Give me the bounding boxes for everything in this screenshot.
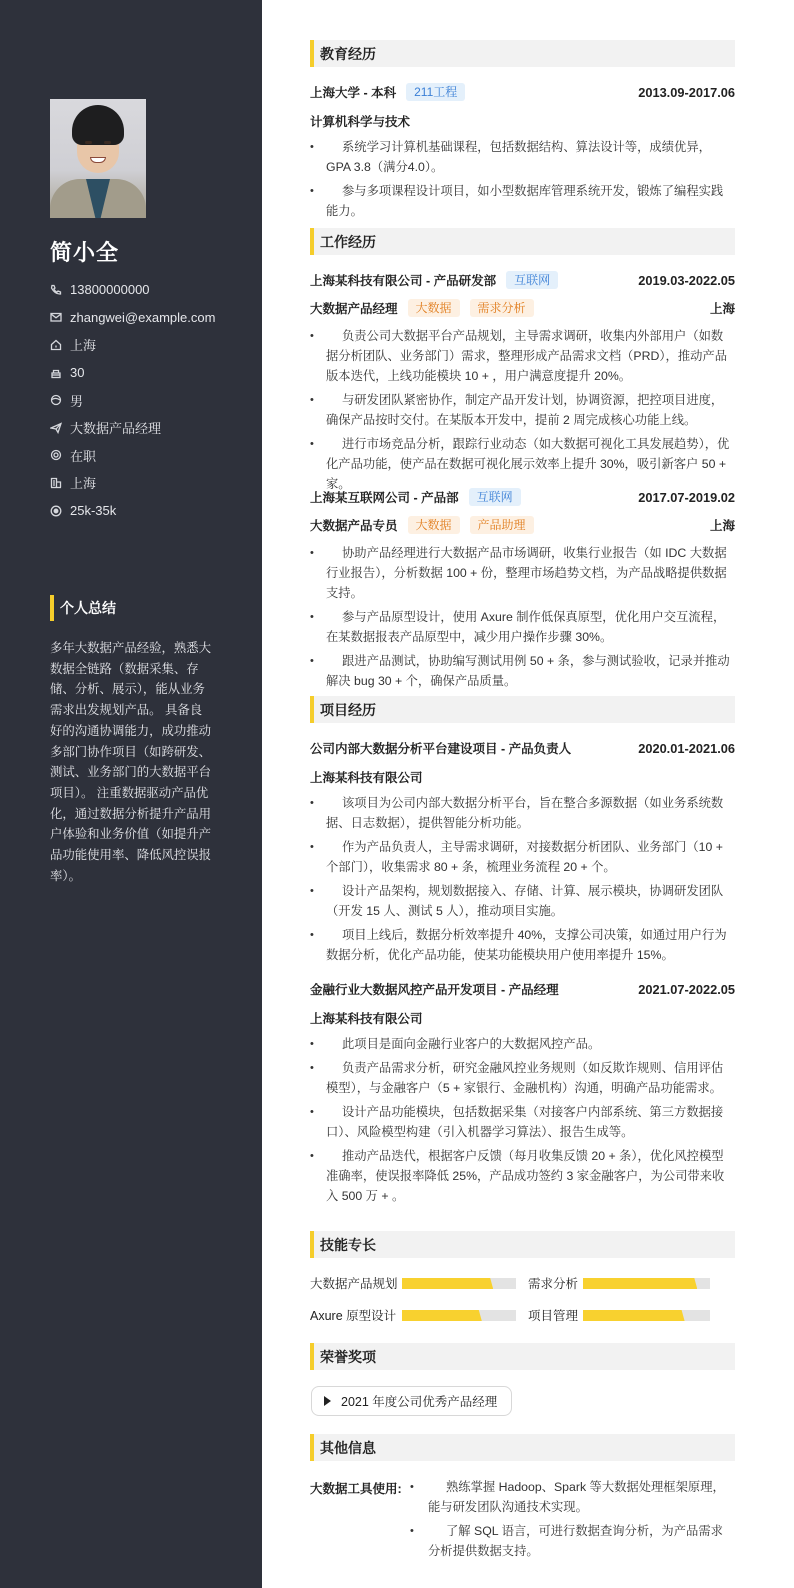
education-major: 计算机科学与技术 — [310, 115, 411, 129]
info-city: 上海 — [50, 469, 215, 497]
list-item: • 参与产品原型设计，使用 Axure 制作低保真原型，优化用户交互流程，在某数据报表产品原型中，减少用户操作步骤 30%。 — [326, 607, 735, 647]
project-2-bullets — [310, 1034, 735, 1210]
summary-text: 多年大数据产品经验，熟悉大数据全链路（数据采集、存储、分析、展示），能从业务需求出发规划产品。 具备良好的沟通协调能力，成功推动多部门协作项目（如跨研发、测试、业务部门的大数据平台项目）。 注重数据驱动产品优化，通过数据分析提升产品用户体验和业务价值（如提升产品功能使用率、降低风控误报率）。 — [50, 641, 212, 883]
accent-bar — [310, 1434, 314, 1461]
salary-icon — [50, 505, 62, 517]
section-education-heading: 教育经历 — [310, 40, 735, 67]
skill-bar — [583, 1278, 710, 1289]
award-item[interactable]: 2021 年度公司优秀产品经理 — [311, 1386, 512, 1416]
section-awards-heading: 荣誉奖项 — [310, 1343, 735, 1370]
info-job: 大数据产品经理 — [50, 414, 215, 442]
role-tag: 需求分析 — [470, 299, 534, 317]
list-item: • 协助产品经理进行大数据产品市场调研，收集行业报告（如 IDC 大数据行业报告），分析数据 100 + 份，整理市场趋势文档，为产品战略提供数据支持。 — [326, 543, 735, 603]
avatar — [50, 99, 146, 218]
gender-icon — [50, 394, 62, 406]
mail-icon — [50, 311, 62, 323]
contact-info-list — [50, 276, 215, 524]
job-company: 上海某互联网公司 - 产品部 — [310, 491, 459, 505]
accent-bar — [50, 595, 54, 621]
info-email: zhangwei@example.com — [50, 304, 215, 332]
accent-bar — [310, 696, 314, 723]
job-2-bullets — [310, 543, 735, 695]
profile-name: 简小全 — [50, 240, 120, 265]
role-tag: 产品助理 — [470, 516, 534, 534]
skill-bar — [583, 1310, 710, 1321]
section-other-heading: 其他信息 — [310, 1434, 735, 1461]
job-role: 大数据产品经理 — [310, 302, 398, 316]
project-name: 公司内部大数据分析平台建设项目 - 产品负责人 — [310, 742, 572, 756]
status-icon — [50, 449, 62, 461]
list-item: • 了解 SQL 语言，可进行数据查询分析，为产品需求分析提供数据支持。 — [428, 1521, 735, 1561]
job-1-role-row — [310, 298, 735, 318]
list-item: • 设计产品架构，规划数据接入、存储、计算、展示模块，协调研发团队（开发 15 人、测试 5 人），推动项目实施。 — [326, 881, 735, 921]
skill-bar — [402, 1278, 516, 1289]
job-role: 大数据产品专员 — [310, 519, 398, 533]
list-item: • 熟练掌握 Hadoop、Spark 等大数据处理框架原理，能与研发团队沟通技术实现。 — [428, 1477, 735, 1517]
list-item: • 进行市场竞品分析，跟踪行业动态（如大数据可视化工具发展趋势），优化产品功能，使产品在数据可视化展示效率上提升 30%，吸引新客户 50 + 家。 — [326, 434, 735, 494]
list-item: • 负责产品需求分析，研究金融风控业务规则（如反欺诈规则、信用评估模型），与金融客户（5 + 家银行、金融机构）沟通，明确产品功能需求。 — [326, 1058, 735, 1098]
project-1-bullets — [310, 793, 735, 969]
summary-heading: 个人总结 — [50, 595, 116, 621]
job-1-header — [310, 270, 735, 290]
list-item: • 参与多项课程设计项目，如小型数据库管理系统开发，锻炼了编程实践能力。 — [326, 181, 735, 221]
phone-icon — [50, 284, 62, 296]
sidebar — [0, 0, 262, 1588]
play-triangle-icon — [324, 1396, 331, 1406]
skill-bar — [402, 1310, 516, 1321]
section-projects-heading: 项目经历 — [310, 696, 735, 723]
info-salary: 25k-35k — [50, 497, 215, 525]
list-item: • 作为产品负责人，主导需求调研，对接数据分析团队、业务部门（10 + 个部门），收集需求 80 + 条，梳理业务流程 20 + 个。 — [326, 837, 735, 877]
education-row — [310, 82, 735, 102]
role-tag: 大数据 — [408, 516, 460, 534]
industry-tag: 互联网 — [469, 488, 521, 506]
other-bullets — [410, 1477, 735, 1565]
list-item: • 跟进产品测试，协助编写测试用例 50 + 条，参与测试验收，记录并推动解决 bug 30 + 个，确保产品质量。 — [326, 651, 735, 691]
skill-item: 需求分析 — [528, 1277, 579, 1291]
section-work-heading: 工作经历 — [310, 228, 735, 255]
other-label: 大数据工具使用: — [310, 1482, 402, 1496]
accent-bar — [310, 1231, 314, 1258]
age-icon — [50, 367, 62, 379]
list-item: • 此项目是面向金融行业客户的大数据风控产品。 — [326, 1034, 735, 1054]
list-item: • 项目上线后，数据分析效率提升 40%，支撑公司决策，如通过用户行为数据分析，优化产品功能，使某功能模块用户使用率提升 15%。 — [326, 925, 735, 965]
home-icon — [50, 339, 62, 351]
skill-item: Axure 原型设计 — [310, 1309, 397, 1323]
education-period: 2013.09-2017.06 — [638, 84, 735, 100]
accent-bar — [310, 1343, 314, 1370]
list-item: • 推动产品迭代，根据客户反馈（每月收集反馈 20 + 条），优化风控模型准确率，使误报率降低 25%，产品成功签约 3 家金融客户，为公司带来收入 500 万 + 。 — [326, 1146, 735, 1206]
list-item: • 设计产品功能模块，包括数据采集（对接客户内部系统、第三方数据接口）、风险模型构建（引入机器学习算法）、报告生成等。 — [326, 1102, 735, 1142]
project-company: 上海某科技有限公司 — [310, 1012, 423, 1026]
section-skills-heading: 技能专长 — [310, 1231, 735, 1258]
job-location: 上海 — [709, 519, 735, 533]
skill-item: 大数据产品规划 — [310, 1277, 398, 1291]
project-company: 上海某科技有限公司 — [310, 771, 423, 785]
role-tag: 大数据 — [408, 299, 460, 317]
job-company: 上海某科技有限公司 - 产品研发部 — [310, 274, 497, 288]
job-location: 上海 — [709, 302, 735, 316]
accent-bar — [310, 40, 314, 67]
project-period: 2021.07-2022.05 — [638, 981, 735, 997]
list-item: • 负责公司大数据平台产品规划，主导需求调研，收集内外部用户（如数据分析团队、业务部门）需求，整理形成产品需求文档（PRD），推动产品版本迭代，上线功能模块 10 + ，用户满意度提升 20%。 — [326, 326, 735, 386]
job-1-bullets — [310, 326, 735, 498]
project-2-header — [310, 979, 735, 999]
job-period: 2017.07-2019.02 — [638, 489, 735, 505]
education-bullets — [310, 137, 735, 225]
job-icon — [50, 422, 62, 434]
industry-tag: 互联网 — [506, 271, 558, 289]
project-name: 金融行业大数据风控产品开发项目 - 产品经理 — [310, 983, 559, 997]
school-tag: 211工程 — [406, 83, 465, 101]
skill-item: 项目管理 — [528, 1309, 579, 1323]
job-2-header — [310, 487, 735, 507]
list-item: • 该项目为公司内部大数据分析平台，旨在整合多源数据（如业务系统数据、日志数据），提供智能分析功能。 — [326, 793, 735, 833]
school-name: 上海大学 - 本科 — [310, 86, 397, 100]
info-status: 在职 — [50, 442, 215, 470]
list-item: • 与研发团队紧密协作，制定产品开发计划，协调资源，把控项目进度，确保产品按时交付。在某版本开发中，提前 2 周完成核心功能上线。 — [326, 390, 735, 430]
job-period: 2019.03-2022.05 — [638, 272, 735, 288]
info-home: 上海 — [50, 331, 215, 359]
list-item: • 系统学习计算机基础课程，包括数据结构、算法设计等，成绩优异，GPA 3.8（满分4.0）。 — [326, 137, 735, 177]
city-icon — [50, 477, 62, 489]
info-phone: 13800000000 — [50, 276, 215, 304]
accent-bar — [310, 228, 314, 255]
info-age: 30 — [50, 359, 215, 387]
project-period: 2020.01-2021.06 — [638, 740, 735, 756]
job-2-role-row — [310, 515, 735, 535]
info-gender: 男 — [50, 386, 215, 414]
project-1-header — [310, 738, 735, 758]
